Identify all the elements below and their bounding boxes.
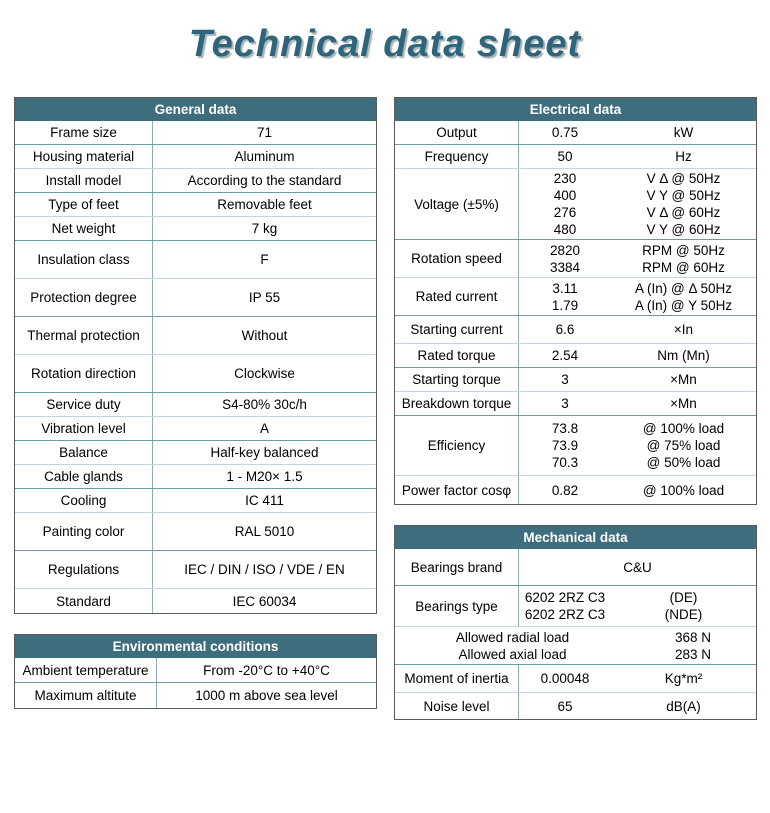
row-value: 0.00048 xyxy=(540,671,590,686)
value-line: 70.3 xyxy=(551,455,579,470)
row-value: F xyxy=(260,252,269,267)
table-row xyxy=(395,476,756,504)
row-value: 65 xyxy=(557,698,573,714)
row-label: Install model xyxy=(15,169,153,192)
row-value: 2.54 xyxy=(551,348,579,363)
table-row xyxy=(15,393,376,417)
table-row xyxy=(15,683,376,708)
content-columns xyxy=(0,66,770,720)
row-label: Output xyxy=(395,121,519,144)
row-value: Clockwise xyxy=(234,366,295,381)
right-column xyxy=(394,97,757,720)
row-label: Noise level xyxy=(395,693,519,719)
mechanical-data-header: Mechanical data xyxy=(395,526,756,549)
row-unit: dB(A) xyxy=(666,698,701,714)
electrical-data-body xyxy=(395,121,756,504)
row-values xyxy=(519,278,611,315)
table-row xyxy=(15,658,376,683)
row-units xyxy=(611,240,756,277)
row-value: 50 xyxy=(557,149,573,164)
general-data-body xyxy=(15,121,376,613)
row-label: Rated torque xyxy=(395,344,519,367)
row-value: 7 kg xyxy=(251,221,278,236)
row-value: IP 55 xyxy=(248,290,281,305)
row-label: Efficiency xyxy=(395,416,519,475)
unit-line: V Y @ 60Hz xyxy=(646,222,721,237)
row-label: Bearings type xyxy=(395,586,519,626)
table-row xyxy=(395,392,756,416)
general-data-header: General data xyxy=(15,98,376,121)
row-values xyxy=(519,240,611,277)
row-label: Cable glands xyxy=(15,465,153,488)
row-label: Maximum altitute xyxy=(15,683,157,708)
environmental-conditions-body xyxy=(15,658,376,708)
row-label: Service duty xyxy=(15,393,153,416)
row-label: Painting color xyxy=(15,513,153,550)
left-column xyxy=(14,97,377,709)
row-value: Half-key balanced xyxy=(210,445,319,460)
row-value: 0.75 xyxy=(551,125,579,140)
mechanical-data-body xyxy=(395,549,756,719)
row-unit: Nm (Mn) xyxy=(657,348,710,363)
row-label: Housing material xyxy=(15,145,153,168)
unit-line: RPM @ 50Hz xyxy=(642,242,725,258)
row-value: 71 xyxy=(256,125,273,140)
row-values xyxy=(519,416,611,475)
row-label: Type of feet xyxy=(15,193,153,216)
general-data-table xyxy=(14,97,377,614)
value-line: 400 xyxy=(553,188,577,203)
row-label: Rotation speed xyxy=(395,240,519,277)
row-label: Thermal protection xyxy=(15,317,153,354)
row-units xyxy=(611,416,756,475)
row-value: A xyxy=(259,421,269,436)
row-value: 1 - M20× 1.5 xyxy=(226,469,303,484)
row-label: Frame size xyxy=(15,121,153,144)
table-row xyxy=(15,217,376,241)
table-row xyxy=(15,513,376,551)
table-row xyxy=(15,355,376,393)
row-value: 3 xyxy=(561,372,569,387)
row-value: S4-80% 30c/h xyxy=(222,397,307,412)
table-row xyxy=(15,279,376,317)
row-label: Regulations xyxy=(15,551,153,588)
table-row xyxy=(395,344,756,368)
row-label: Insulation class xyxy=(15,241,153,278)
row-value: 0.82 xyxy=(551,482,579,498)
row-unit: ×In xyxy=(673,322,694,337)
table-row xyxy=(15,317,376,355)
value-line: 6202 2RZ C3 xyxy=(524,590,606,605)
row-value: Removable feet xyxy=(217,197,312,212)
unit-line: @ 75% load xyxy=(646,438,721,453)
value-line: 480 xyxy=(553,222,577,237)
value-line: 3.11 xyxy=(552,280,578,296)
table-row xyxy=(15,465,376,489)
row-label: Starting torque xyxy=(395,368,519,391)
unit-line: @ 100% load xyxy=(642,421,725,436)
value-line: 3384 xyxy=(549,259,581,275)
unit-line: V Δ @ 60Hz xyxy=(646,205,721,220)
electrical-data-table xyxy=(394,97,757,505)
table-row xyxy=(395,586,756,627)
unit-line: V Y @ 50Hz xyxy=(646,188,721,203)
row-unit: ×Mn xyxy=(670,372,697,387)
value-line: 368 N xyxy=(674,629,712,645)
row-labels xyxy=(395,627,630,664)
table-row xyxy=(15,145,376,169)
table-row xyxy=(395,416,756,476)
table-row xyxy=(395,169,756,240)
row-unit: Hz xyxy=(675,149,692,164)
row-label: Frequency xyxy=(395,145,519,168)
value-line: 6202 2RZ C3 xyxy=(524,607,606,622)
row-value: 6.6 xyxy=(555,322,575,337)
table-row xyxy=(395,145,756,169)
row-value: IC 411 xyxy=(245,493,284,508)
row-label: Balance xyxy=(15,441,153,464)
row-unit: kW xyxy=(673,125,694,140)
value-line: 73.8 xyxy=(551,421,579,436)
row-values xyxy=(519,586,611,626)
row-value: IEC 60034 xyxy=(232,593,297,609)
row-value: Without xyxy=(241,328,288,343)
page-title: Technical data sheet xyxy=(188,23,582,65)
row-label: Starting current xyxy=(395,316,519,343)
row-units xyxy=(611,586,756,626)
label-line: Allowed radial load xyxy=(455,629,570,645)
unit-line: (NDE) xyxy=(664,607,703,622)
label-line: Allowed axial load xyxy=(458,646,567,662)
row-values xyxy=(519,169,611,239)
table-row xyxy=(15,121,376,145)
row-value: From -20°C to +40°C xyxy=(203,662,330,678)
table-row xyxy=(395,240,756,278)
row-label: Protection degree xyxy=(15,279,153,316)
table-row xyxy=(395,278,756,316)
table-row xyxy=(395,627,756,665)
value-line: 1.79 xyxy=(551,297,579,313)
row-label: Standard xyxy=(15,589,153,613)
environmental-conditions-table xyxy=(14,634,377,709)
table-row xyxy=(15,241,376,279)
row-label: Moment of inertia xyxy=(395,665,519,692)
table-row xyxy=(15,441,376,465)
row-value: 1000 m above sea level xyxy=(195,688,338,703)
table-row xyxy=(15,417,376,441)
row-unit: ×Mn xyxy=(670,396,697,411)
table-row xyxy=(395,368,756,392)
row-value: IEC / DIN / ISO / VDE / EN xyxy=(184,562,345,577)
unit-line: V Δ @ 50Hz xyxy=(646,171,721,186)
table-row xyxy=(15,489,376,513)
row-value: Aluminum xyxy=(234,149,295,164)
row-label: Power factor cosφ xyxy=(395,476,519,504)
row-label: Rotation direction xyxy=(15,355,153,392)
environmental-conditions-header: Environmental conditions xyxy=(15,635,376,658)
row-label: Cooling xyxy=(15,489,153,512)
table-row xyxy=(395,316,756,344)
row-value: According to the standard xyxy=(187,173,342,188)
value-line: 73.9 xyxy=(551,438,579,453)
unit-line: A (In) @ Δ 50Hz xyxy=(634,280,732,296)
row-units xyxy=(611,169,756,239)
row-value: C&U xyxy=(623,559,652,575)
electrical-data-header: Electrical data xyxy=(395,98,756,121)
row-label: Breakdown torque xyxy=(395,392,519,415)
table-row xyxy=(395,693,756,719)
row-unit: @ 100% load xyxy=(642,482,725,498)
table-row xyxy=(395,665,756,693)
row-label: Bearings brand xyxy=(395,549,519,585)
value-line: 2820 xyxy=(549,242,581,258)
unit-line: A (In) @ Y 50Hz xyxy=(634,297,733,313)
table-row xyxy=(395,121,756,145)
row-value: 3 xyxy=(561,396,569,411)
table-row xyxy=(15,169,376,193)
row-label: Net weight xyxy=(15,217,153,240)
table-row xyxy=(15,193,376,217)
row-values xyxy=(630,627,756,664)
mechanical-data-table xyxy=(394,525,757,720)
table-row xyxy=(15,589,376,613)
table-row xyxy=(15,551,376,589)
row-label: Ambient temperature xyxy=(15,658,157,682)
row-units xyxy=(611,278,756,315)
value-line: 276 xyxy=(553,205,577,220)
table-row xyxy=(395,549,756,586)
row-label: Vibration level xyxy=(15,417,153,440)
row-value: RAL 5010 xyxy=(234,524,295,539)
row-label: Rated current xyxy=(395,278,519,315)
unit-line: @ 50% load xyxy=(646,455,721,470)
unit-line: RPM @ 60Hz xyxy=(642,259,725,275)
row-label: Voltage (±5%) xyxy=(395,169,519,239)
value-line: 230 xyxy=(553,171,577,186)
unit-line: (DE) xyxy=(669,590,698,605)
row-unit: Kg*m² xyxy=(664,671,703,686)
value-line: 283 N xyxy=(674,646,712,662)
